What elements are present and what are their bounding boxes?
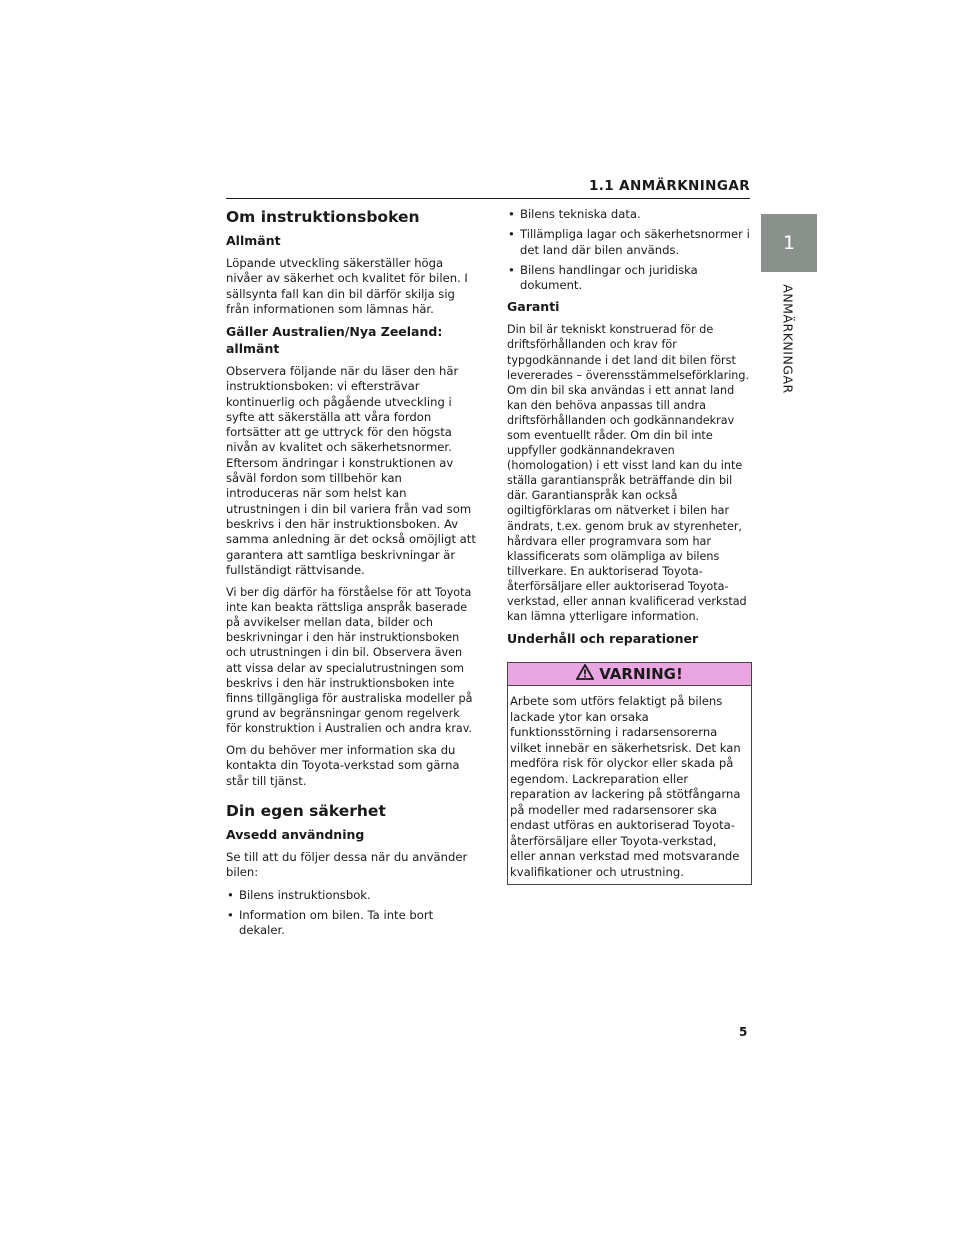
right-column <box>507 207 753 885</box>
heading-garanti: Garanti <box>507 299 560 315</box>
warning-triangle-icon <box>576 664 594 684</box>
warning-body <box>508 686 751 884</box>
paragraph-australien-2: Vi ber dig därför ha förståelse för att Toyota inte kan beakta rättsliga anspråk baserade på avvikelser mellan data, bilder och beskrivningar i den här instruktionsboken och utrustningen i din bil. Observera även att vissa delar av specialutrustningen som beskrivs i den här instruktionsboken inte finns tillgängliga för australiska modeller på grund av begränsningar genom regelverk för konstruktion i Australien och andra krav. <box>226 586 473 735</box>
list-item: • Tillämpliga lagar och säkerhetsnormer i det land där bilen används. <box>508 227 750 257</box>
warning-header <box>508 663 751 686</box>
warning-text: Arbete som utförs felaktigt på bilens lackade ytor kan orsaka funktionsstörning i radarsensorerna vilket innebär en säkerhetsrisk. Det kan medföra risk för olyckor eller skada på egendom. Lackreparation eller reparation av lackering på stötfångarna på modeller med radarsensorer ska endast utföras en auktoriserad Toyota-återförsäljare eller Toyota-verkstad, eller annan verkstad med motsvarande kvalifikationer och utrustning. <box>510 694 741 879</box>
list-item: • Bilens handlingar och juridiska dokument. <box>508 262 698 293</box>
paragraph-australien-1: Observera följande när du läser den här instruktionsboken: vi eftersträvar kontinuerlig och pågående utveckling i syfte att säkerställa att våra fordon fortsätter att ge uttryck för den högsta nivån av kvalitet och säkerhetsnormer. Eftersom ändringar i konstruktionen av såväl fordon som tillbehör kan introduceras när som helst kan utrustningen i din bil variera från vad som beskrivs i den här instruktionsboken. Av samma anledning är det också omöjligt att garantera att samtliga beskrivningar är fullständigt rättvisande. <box>226 363 476 577</box>
paragraph-australien-3: Om du behöver mer information ska du kontakta din Toyota-verkstad som gärna står till tjänst. <box>226 743 460 788</box>
heading-allmant: Allmänt <box>226 233 281 249</box>
bullet-list-left <box>226 888 476 939</box>
paragraph-garanti: Din bil är tekniskt konstruerad för de driftsförhållanden och krav för typgodkännande i det land dit bilen först levererades – överensstämmelseförklaring. Om din bil ska användas i ett annat land kan den behöva anpassas till andra driftsförhållanden och godkännandekrav som eventuellt råder. Om din bil inte uppfyller godkännandekraven (homologation) i ett visst land kan du inte ställa garantianspråk beträffande din bil där. Garantianspråk kan också ogiltigförklaras om nätverket i bilen har ändrats, t.ex. genom bruk av styrenheter, hårdvara eller programvara som har klassificerats som olämpliga av bilens tillverkare. En auktoriserad Toyota-återförsäljare eller auktoriserad Toyota-verkstad, eller annan kvalificerad verkstad kan lämna ytterligare information. <box>507 323 750 624</box>
left-column <box>226 207 476 944</box>
warning-title: VARNING! <box>599 665 683 684</box>
chapter-label: ANMÄRKNINGAR <box>780 284 796 394</box>
list-item: • Information om bilen. Ta inte bort dekaler. <box>227 907 434 938</box>
paragraph-allmant: Löpande utveckling säkerställer höga nivåer av säkerhet och kvalitet för bilen. I sällsynta fall kan din bil därför skilja sig från informationen som lämnas här. <box>226 256 468 316</box>
heading-avsedd-anvandning: Avsedd användning <box>226 827 365 843</box>
section-title: 1.1 ANMÄRKNINGAR <box>588 178 750 194</box>
list-item: • Bilens tekniska data. <box>508 207 641 221</box>
chapter-tab <box>761 214 817 272</box>
page-number: 5 <box>739 1025 748 1039</box>
page-header <box>226 178 750 199</box>
list-item: • Bilens instruktionsbok. <box>227 887 371 902</box>
chapter-side-label <box>768 284 808 394</box>
warning-box <box>507 662 752 885</box>
paragraph-avsedd: Se till att du följer dessa när du använder bilen: <box>226 849 468 880</box>
chapter-number: 1 <box>782 232 796 254</box>
heading-din-egen-sakerhet: Din egen säkerhet <box>226 801 386 820</box>
heading-om-instruktionsboken: Om instruktionsboken <box>226 208 420 226</box>
bullet-list-right <box>507 207 753 293</box>
heading-australien: Gäller Australien/Nya Zeeland: allmänt <box>226 324 443 357</box>
heading-underhall: Underhåll och reparationer <box>507 631 699 647</box>
